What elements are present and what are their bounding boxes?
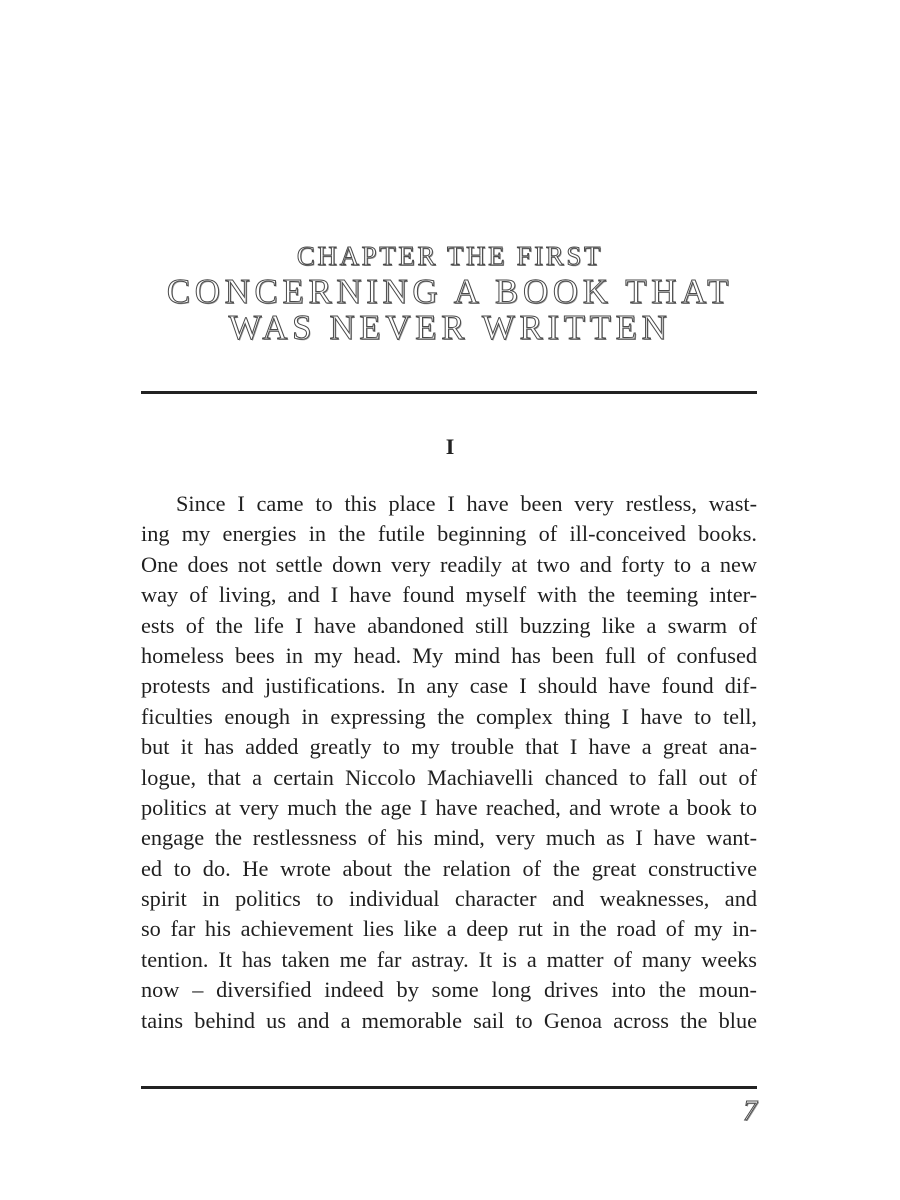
text-line: ficulties enough in expressing the complex thing I have to tell, [141,703,757,729]
text-line: spirit in politics to individual character and weaknesses, and [141,886,757,912]
text-line: so far his achievement lies like a deep rut in the road of my in- [141,916,757,942]
section-numeral: I [445,434,455,459]
bottom-divider-rule [141,1086,757,1089]
text-line: protests and justifications. In any case I should have found dif- [141,673,757,699]
text-line: tains behind us and a memorable sail to Genoa across the blue [141,1007,757,1033]
text-line: ests of the life I have abandoned still buzzing like a swarm of [141,612,757,638]
text-line: homeless bees in my head. My mind has been full of confused [141,642,757,668]
text-line: One does not settle down very readily at two and forty to a new [141,551,757,577]
text-line: but it has added greatly to my trouble that I have a great ana- [141,734,757,760]
text-line: tention. It has taken me far astray. It is a matter of many weeks [141,946,757,972]
top-divider-rule [141,391,757,394]
text-line: way of living, and I have found myself with the teeming inter- [141,582,757,608]
text-line: ed to do. He wrote about the relation of the great constructive [141,855,757,881]
page-number: 7 [743,1096,757,1127]
text-line: now – diversified indeed by some long drives into the moun- [141,977,757,1003]
text-line: politics at very much the age I have reached, and wrote a book to [141,794,757,820]
body-paragraph [141,489,757,1036]
text-line: engage the restlessness of his mind, very much as I have want- [141,825,757,851]
text-line: logue, that a certain Niccolo Machiavelli chanced to fall out of [141,764,757,790]
chapter-title-line-1: CONCERNING A BOOK THAT [166,272,734,311]
chapter-heading [100,238,800,346]
text-line: Since I came to this place I have been very restless, wast- [176,491,757,516]
chapter-label: CHAPTER THE FIRST [296,241,604,271]
chapter-title-line-2: WAS NEVER WRITTEN [228,308,672,347]
text-line: ing my energies in the futile beginning of ill-conceived books. [141,521,757,547]
